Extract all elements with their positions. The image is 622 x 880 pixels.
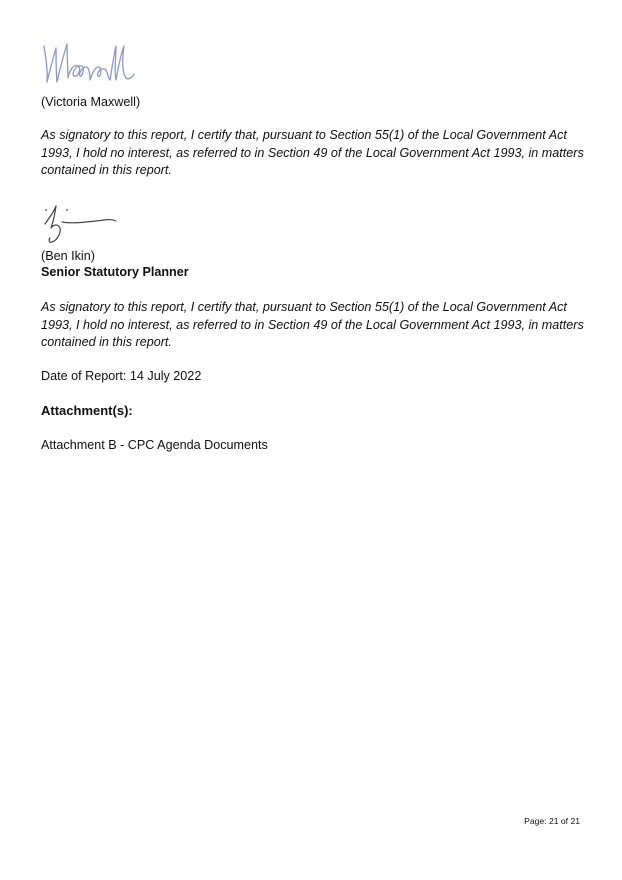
attachments-heading: Attachment(s):: [41, 403, 133, 418]
signature-victoria-maxwell: [40, 40, 136, 88]
attachment-item: Attachment B - CPC Agenda Documents: [41, 438, 268, 452]
certification-statement-1: As signatory to this report, I certify that, pursuant to Section 55(1) of the Local Government Act 1993, I hold no interest, as referred to in Section 49 of the Local Government Act 1993, in matters contained in this report.: [41, 128, 584, 178]
signatory-title-2: Senior Statutory Planner: [41, 265, 189, 279]
signature-ben-ikin: [40, 198, 120, 246]
certification-statement-2: As signatory to this report, I certify that, pursuant to Section 55(1) of the Local Government Act 1993, I hold no interest, as referred to in Section 49 of the Local Government Act 1993, in matters contained in this report.: [41, 300, 584, 350]
page-number: Page: 21 of 21: [524, 816, 580, 826]
signatory-name-2: (Ben Ikin): [41, 249, 95, 263]
report-date: Date of Report: 14 July 2022: [41, 369, 202, 383]
signatory-name-1: (Victoria Maxwell): [41, 95, 141, 109]
